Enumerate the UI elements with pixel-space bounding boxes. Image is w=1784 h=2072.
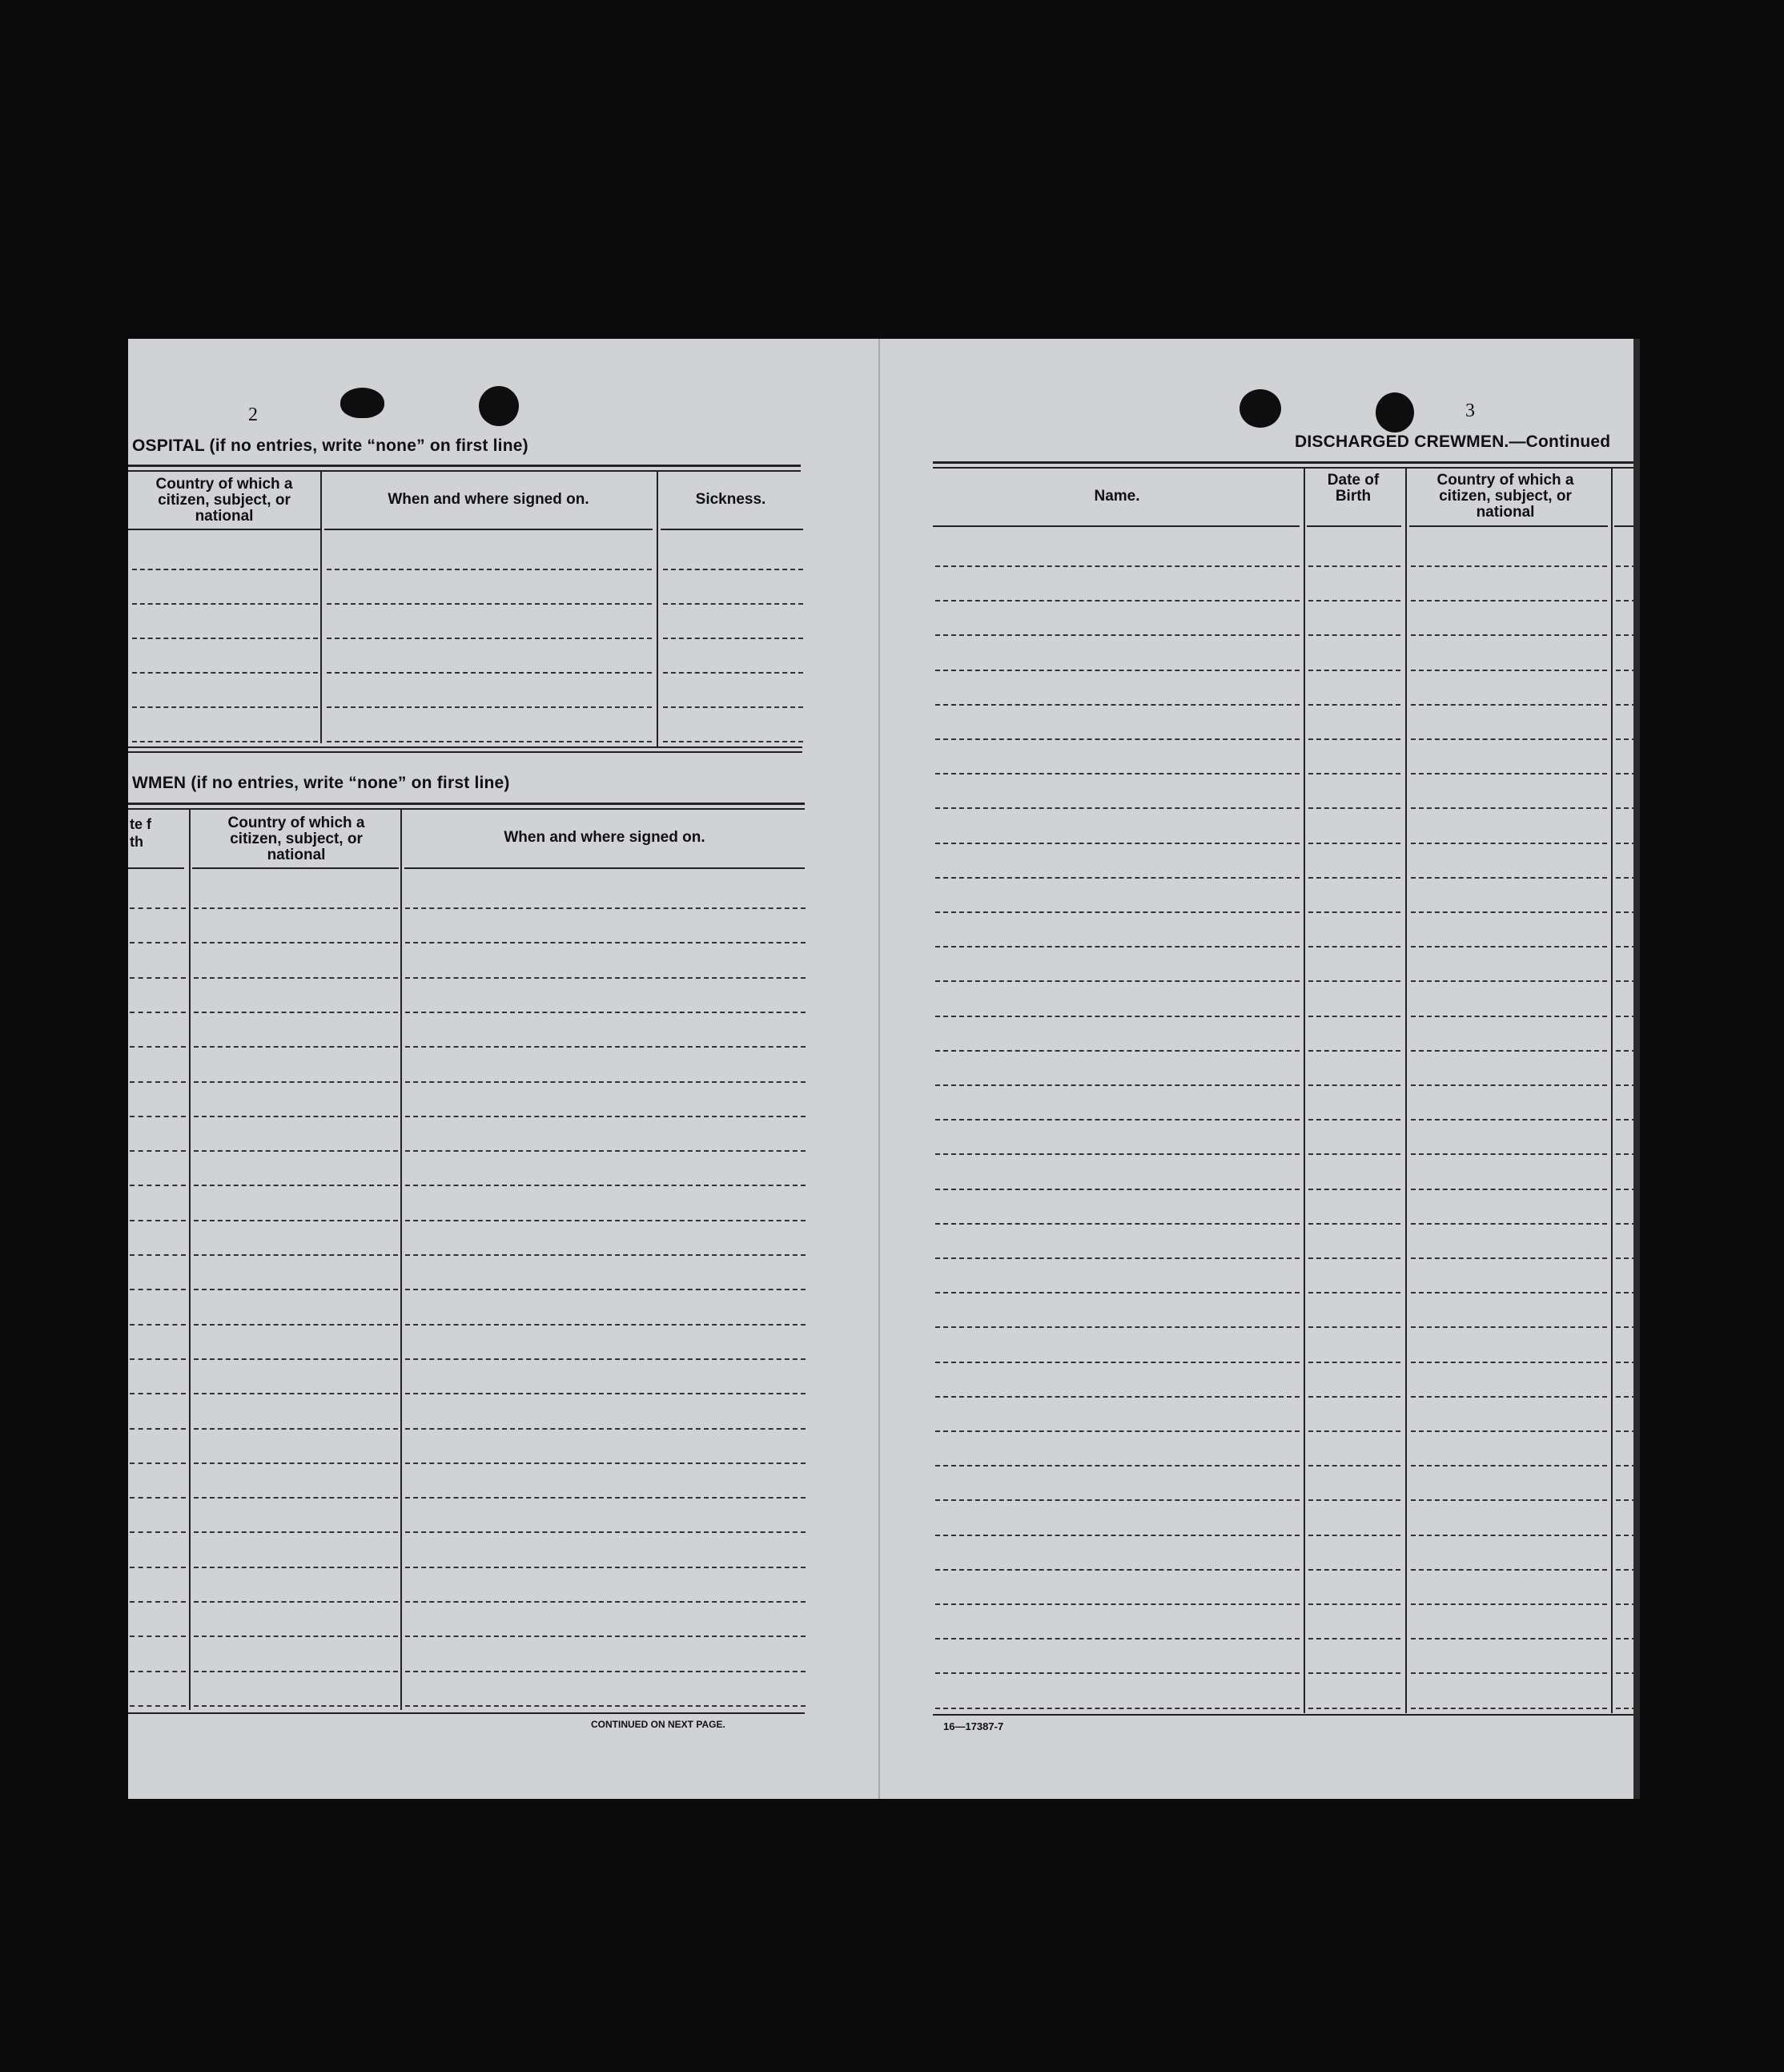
ruled-row-line [1308, 600, 1400, 601]
ruled-row-line [1411, 843, 1607, 844]
ruled-row-line [1411, 565, 1607, 567]
ruled-row-line [935, 843, 1300, 844]
hospital-col-sickness: Sickness. [695, 491, 766, 508]
ruled-row-line [1308, 1603, 1400, 1605]
ruled-row-line [663, 569, 803, 570]
ruled-row-line [132, 603, 318, 605]
ruled-row-line [405, 1635, 806, 1637]
ruled-row-line [1411, 1499, 1607, 1501]
ruled-row-line [1308, 877, 1400, 879]
ruled-row-line [194, 1635, 398, 1637]
ruled-row-line [130, 1150, 186, 1152]
ruled-row-line [1308, 807, 1400, 809]
ruled-row-line [132, 638, 318, 639]
ruled-row-line [1411, 1189, 1607, 1190]
crewmen-col-country: Country of which a citizen, subject, or national [227, 815, 365, 863]
ruled-row-line [935, 1016, 1300, 1017]
ruled-row-line [1308, 1535, 1400, 1536]
ruled-row-line [132, 706, 318, 708]
ruled-row-line [1308, 1189, 1400, 1190]
ruled-row-line [194, 1324, 398, 1326]
continued-footer: CONTINUED ON NEXT PAGE. [591, 1719, 725, 1730]
page-number-left: 2 [248, 404, 258, 425]
ruled-row-line [130, 1254, 186, 1256]
ruled-row-line [935, 1638, 1300, 1639]
ruled-row-line [1411, 1465, 1607, 1466]
ruled-row-line [130, 1428, 186, 1430]
ruled-row-line [405, 1497, 806, 1499]
ruled-row-line [405, 1393, 806, 1394]
ruled-row-line [327, 706, 652, 708]
page-number-right: 3 [1465, 400, 1475, 421]
ruled-row-line [194, 1046, 398, 1048]
ruled-row-line [935, 773, 1300, 774]
ruled-row-line [935, 1223, 1300, 1225]
ruled-row-line [935, 946, 1300, 947]
ruled-row-line [1308, 1465, 1400, 1466]
ruled-row-line [194, 1497, 398, 1499]
ruled-row-line [1411, 1084, 1607, 1086]
discharged-col-country: Country of which a citizen, subject, or national [1436, 472, 1574, 521]
right-edge-shadow [1633, 339, 1640, 1799]
ruled-row-line [130, 1324, 186, 1326]
ruled-row-line [1411, 1119, 1607, 1120]
ruled-row-line [1411, 1257, 1607, 1259]
ruled-row-line [1411, 1672, 1607, 1674]
crewmen-header-rule [404, 867, 805, 869]
ruled-row-line [130, 907, 186, 909]
hospital-header-rule [661, 529, 803, 530]
hospital-table-bottom-rule-2 [128, 751, 802, 753]
ruled-row-line [1308, 1016, 1400, 1017]
ruled-row-line [327, 569, 652, 570]
ruled-row-line [194, 1393, 398, 1394]
ruled-row-line [1411, 1362, 1607, 1363]
ruled-row-line [1308, 565, 1400, 567]
hospital-table-top-rule-2 [128, 470, 801, 472]
hospital-col-divider [320, 471, 322, 743]
crewmen-table-top-rule-2 [128, 808, 805, 810]
ruled-row-line [935, 1708, 1300, 1709]
ruled-row-line [405, 1081, 806, 1083]
hospital-col-country: Country of which a citizen, subject, or national [155, 476, 293, 525]
discharged-col-divider [1405, 468, 1407, 1713]
ruled-row-line [405, 1289, 806, 1290]
ruled-row-line [1411, 1396, 1607, 1398]
crewmen-col-divider [189, 809, 191, 1710]
ruled-row-line [935, 1153, 1300, 1155]
ruled-row-line [1411, 1430, 1607, 1432]
ruled-row-line [1308, 1257, 1400, 1259]
ruled-row-line [405, 1012, 806, 1013]
ruled-row-line [405, 1531, 806, 1533]
punch-hole [1240, 389, 1281, 428]
ruled-row-line [130, 1601, 186, 1603]
ruled-row-line [194, 907, 398, 909]
ruled-row-line [405, 1324, 806, 1326]
discharged-col-divider [1304, 468, 1305, 1713]
ruled-row-line [194, 942, 398, 943]
ruled-row-line [194, 1150, 398, 1152]
ruled-row-line [663, 638, 803, 639]
ruled-row-line [1308, 911, 1400, 913]
ruled-row-line [935, 634, 1300, 636]
ruled-row-line [1411, 1708, 1607, 1709]
ruled-row-line [1308, 738, 1400, 740]
ruled-row-line [327, 603, 652, 605]
ruled-row-line [130, 1635, 186, 1637]
ruled-row-line [935, 1672, 1300, 1674]
ruled-row-line [1308, 1499, 1400, 1501]
ruled-row-line [935, 1119, 1300, 1120]
ruled-row-line [935, 704, 1300, 706]
ruled-row-line [1308, 634, 1400, 636]
crewmen-table-bottom-rule [128, 1712, 805, 1714]
ruled-row-line [935, 1396, 1300, 1398]
ruled-row-line [130, 942, 186, 943]
ruled-row-line [194, 1012, 398, 1013]
ruled-row-line [1308, 704, 1400, 706]
ruled-row-line [130, 1220, 186, 1221]
ruled-row-line [194, 1254, 398, 1256]
hospital-col-divider [657, 471, 658, 747]
ruled-row-line [130, 1671, 186, 1672]
ruled-row-line [1411, 773, 1607, 774]
discharged-header-rule [1409, 525, 1608, 527]
ruled-row-line [1411, 807, 1607, 809]
discharged-header-rule [1307, 525, 1401, 527]
ruled-row-line [405, 1671, 806, 1672]
ruled-row-line [132, 741, 318, 742]
ruled-row-line [663, 603, 803, 605]
ruled-row-line [130, 1012, 186, 1013]
ruled-row-line [130, 1531, 186, 1533]
ruled-row-line [1308, 1569, 1400, 1571]
ruled-row-line [194, 1185, 398, 1186]
ruled-row-line [1411, 1638, 1607, 1639]
ruled-row-line [327, 638, 652, 639]
ruled-row-line [405, 1116, 806, 1117]
crewmen-col-signed-on: When and where signed on. [504, 829, 705, 846]
punch-hole [340, 388, 384, 418]
discharged-col-divider [1611, 468, 1613, 1713]
discharged-table-top-rule-2 [933, 467, 1637, 469]
ruled-row-line [1308, 1638, 1400, 1639]
ruled-row-line [935, 980, 1300, 982]
ruled-row-line [935, 1499, 1300, 1501]
ruled-row-line [130, 1462, 186, 1464]
ruled-row-line [663, 706, 803, 708]
ruled-row-line [935, 1257, 1300, 1259]
ruled-row-line [130, 1567, 186, 1568]
ruled-row-line [1308, 1119, 1400, 1120]
ruled-row-line [935, 565, 1300, 567]
ruled-row-line [1411, 738, 1607, 740]
ruled-row-line [130, 1116, 186, 1117]
ruled-row-line [935, 1465, 1300, 1466]
ruled-row-line [405, 1705, 806, 1707]
hospital-header-rule [324, 529, 653, 530]
ruled-row-line [405, 907, 806, 909]
ruled-row-line [1308, 1430, 1400, 1432]
form-number: 16—17387-7 [943, 1720, 1004, 1732]
discharged-col-date-of-birth: Date of Birth [1327, 472, 1380, 505]
ruled-row-line [194, 1358, 398, 1360]
ruled-row-line [194, 1462, 398, 1464]
ruled-row-line [935, 670, 1300, 671]
hospital-table-bottom-rule [128, 746, 802, 748]
ruled-row-line [1308, 1396, 1400, 1398]
ruled-row-line [935, 1292, 1300, 1293]
ruled-row-line [194, 1220, 398, 1221]
ruled-row-line [935, 807, 1300, 809]
ruled-row-line [1308, 1362, 1400, 1363]
ruled-row-line [1411, 1016, 1607, 1017]
ruled-row-line [1411, 704, 1607, 706]
page-fold [878, 339, 880, 1799]
ruled-row-line [1308, 670, 1400, 671]
ruled-row-line [1411, 670, 1607, 671]
ruled-row-line [1411, 1326, 1607, 1328]
ruled-row-line [405, 1254, 806, 1256]
ruled-row-line [405, 1358, 806, 1360]
ruled-row-line [405, 1428, 806, 1430]
crewmen-section-heading: WMEN (if no entries, write “none” on first line) [132, 774, 510, 792]
ruled-row-line [1308, 843, 1400, 844]
ruled-row-line [1308, 1153, 1400, 1155]
ruled-row-line [1411, 1153, 1607, 1155]
ruled-row-line [1411, 1050, 1607, 1052]
ruled-row-line [935, 877, 1300, 879]
discharged-col-name: Name. [1094, 488, 1140, 505]
ruled-row-line [194, 1531, 398, 1533]
ruled-row-line [1411, 911, 1607, 913]
ruled-row-line [405, 1150, 806, 1152]
ruled-row-line [935, 1050, 1300, 1052]
ruled-row-line [935, 911, 1300, 913]
ruled-row-line [327, 672, 652, 674]
ruled-row-line [1411, 1603, 1607, 1605]
ruled-row-line [130, 1081, 186, 1083]
ruled-row-line [132, 672, 318, 674]
discharged-crewmen-heading: DISCHARGED CREWMEN.—Continued [1295, 433, 1611, 451]
hospital-header-rule [128, 529, 320, 530]
ruled-row-line [935, 1603, 1300, 1605]
hospital-table-top-rule [128, 465, 801, 467]
crewmen-header-rule [192, 867, 399, 869]
ruled-row-line [194, 1116, 398, 1117]
ruled-row-line [663, 672, 803, 674]
document-sheet [128, 339, 1637, 1799]
crewmen-table-top-rule [128, 803, 805, 805]
ruled-row-line [1411, 634, 1607, 636]
ruled-row-line [405, 1185, 806, 1186]
ruled-row-line [194, 1601, 398, 1603]
ruled-row-line [1411, 877, 1607, 879]
ruled-row-line [194, 1428, 398, 1430]
ruled-row-line [327, 741, 652, 742]
ruled-row-line [935, 738, 1300, 740]
ruled-row-line [1411, 980, 1607, 982]
ruled-row-line [935, 1569, 1300, 1571]
ruled-row-line [194, 1671, 398, 1672]
discharged-header-rule [933, 525, 1300, 527]
ruled-row-line [405, 942, 806, 943]
ruled-row-line [130, 1705, 186, 1707]
discharged-table-top-rule [933, 461, 1637, 464]
ruled-row-line [405, 1046, 806, 1048]
ruled-row-line [1308, 1084, 1400, 1086]
ruled-row-line [130, 1289, 186, 1290]
ruled-row-line [1308, 1708, 1400, 1709]
ruled-row-line [935, 1326, 1300, 1328]
ruled-row-line [1411, 1535, 1607, 1536]
ruled-row-line [1308, 1050, 1400, 1052]
crewmen-col-date-of-birth: te f th [130, 816, 151, 850]
ruled-row-line [405, 1601, 806, 1603]
ruled-row-line [1411, 946, 1607, 947]
ruled-row-line [1411, 1223, 1607, 1225]
punch-hole [479, 386, 519, 426]
ruled-row-line [194, 1081, 398, 1083]
ruled-row-line [130, 1393, 186, 1394]
ruled-row-line [130, 1358, 186, 1360]
ruled-row-line [405, 977, 806, 979]
crewmen-col-divider [400, 809, 402, 1710]
ruled-row-line [405, 1462, 806, 1464]
punch-hole [1376, 392, 1414, 433]
ruled-row-line [130, 977, 186, 979]
ruled-row-line [194, 1567, 398, 1568]
ruled-row-line [1308, 1672, 1400, 1674]
ruled-row-line [194, 1705, 398, 1707]
ruled-row-line [935, 1362, 1300, 1363]
hospital-col-signed-on: When and where signed on. [388, 491, 589, 508]
ruled-row-line [1411, 600, 1607, 601]
ruled-row-line [935, 1430, 1300, 1432]
ruled-row-line [1308, 1292, 1400, 1293]
ruled-row-line [405, 1220, 806, 1221]
ruled-row-line [194, 977, 398, 979]
ruled-row-line [1308, 980, 1400, 982]
crewmen-header-rule [128, 867, 184, 869]
ruled-row-line [663, 741, 803, 742]
ruled-row-line [1308, 773, 1400, 774]
ruled-row-line [130, 1497, 186, 1499]
ruled-row-line [1411, 1292, 1607, 1293]
ruled-row-line [935, 1084, 1300, 1086]
ruled-row-line [935, 1189, 1300, 1190]
discharged-table-bottom-rule [933, 1714, 1637, 1716]
ruled-row-line [130, 1185, 186, 1186]
ruled-row-line [1308, 1223, 1400, 1225]
ruled-row-line [1308, 1326, 1400, 1328]
ruled-row-line [132, 569, 318, 570]
ruled-row-line [405, 1567, 806, 1568]
hospital-section-heading: OSPITAL (if no entries, write “none” on first line) [132, 437, 528, 455]
ruled-row-line [935, 600, 1300, 601]
ruled-row-line [1411, 1569, 1607, 1571]
ruled-row-line [130, 1046, 186, 1048]
ruled-row-line [194, 1289, 398, 1290]
ruled-row-line [1308, 946, 1400, 947]
ruled-row-line [935, 1535, 1300, 1536]
